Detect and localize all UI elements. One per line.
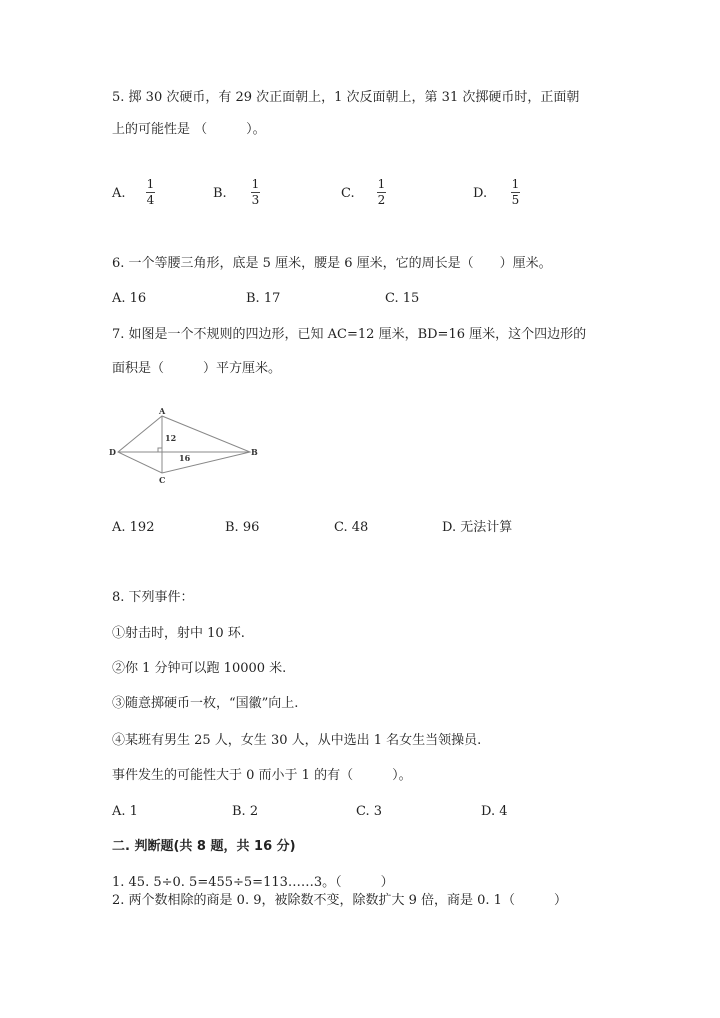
option-fraction: 1 3 bbox=[251, 177, 260, 207]
q8-event-4: ④某班有男生 25 人，女生 30 人，从中选出 1 名女生当领操员. bbox=[112, 733, 482, 748]
q7-option-b[interactable]: B. 96 bbox=[225, 520, 260, 535]
vertex-c-label: C bbox=[159, 475, 166, 485]
q8-option-a[interactable]: A. 1 bbox=[112, 804, 138, 819]
option-label: D. bbox=[473, 186, 488, 201]
bd-length-label: 16 bbox=[179, 453, 191, 463]
option-fraction: 1 4 bbox=[146, 177, 155, 207]
q6-option-a[interactable]: A. 16 bbox=[112, 291, 147, 306]
q7-option-d[interactable]: D. 无法计算 bbox=[442, 520, 513, 535]
q7-text-line2: 面积是（ ）平方厘米。 bbox=[112, 361, 282, 376]
option-label: B. bbox=[213, 186, 227, 201]
q8-question: 事件发生的可能性大于 0 而小于 1 的有（ ）。 bbox=[112, 768, 412, 783]
option-label: A. bbox=[112, 186, 126, 201]
q8-event-3: ③随意掷硬币一枚，“国徽”向上. bbox=[112, 696, 299, 711]
section-heading: 二. 判断题(共 8 题，共 16 分) bbox=[112, 839, 296, 854]
q6-option-b[interactable]: B. 17 bbox=[246, 291, 281, 306]
q8-text: 8. 下列事件： bbox=[112, 590, 194, 605]
q8-option-d[interactable]: D. 4 bbox=[481, 804, 508, 819]
q8-event-2: ②你 1 分钟可以跑 10000 米. bbox=[112, 661, 287, 676]
option-fraction: 1 2 bbox=[377, 177, 386, 207]
vertex-a-label: A bbox=[159, 406, 166, 416]
q6-text: 6. 一个等腰三角形，底是 5 厘米，腰是 6 厘米，它的周长是（ ）厘米。 bbox=[112, 256, 552, 271]
tf-item-1: 1. 45. 5÷0. 5=455÷5=113……3。（ ） bbox=[112, 875, 394, 890]
q8-event-1: ①射击时，射中 10 环. bbox=[112, 626, 245, 641]
q7-option-c[interactable]: C. 48 bbox=[334, 520, 369, 535]
q5-text-line2: 上的可能性是 （ ）。 bbox=[112, 122, 266, 137]
tf-item-2: 2. 两个数相除的商是 0. 9，被除数不变，除数扩大 9 倍，商是 0. 1（ ） bbox=[112, 893, 567, 908]
q8-option-c[interactable]: C. 3 bbox=[356, 804, 383, 819]
option-fraction: 1 5 bbox=[511, 177, 520, 207]
option-label: C. bbox=[341, 186, 355, 201]
ac-length-label: 12 bbox=[165, 433, 177, 443]
q6-option-c[interactable]: C. 15 bbox=[385, 291, 420, 306]
vertex-b-label: B bbox=[251, 447, 258, 457]
q8-option-b[interactable]: B. 2 bbox=[232, 804, 259, 819]
q7-text-line1: 7. 如图是一个不规则的四边形，已知 AC=12 厘米，BD=16 厘米，这个四边形的 bbox=[112, 327, 587, 342]
quadrilateral-figure bbox=[105, 402, 265, 492]
q5-text-line1: 5. 掷 30 次硬币，有 29 次正面朝上，1 次反面朝上，第 31 次掷硬币时，正面朝 bbox=[112, 90, 580, 105]
q7-option-a[interactable]: A. 192 bbox=[112, 520, 155, 535]
vertex-d-label: D bbox=[109, 447, 116, 457]
